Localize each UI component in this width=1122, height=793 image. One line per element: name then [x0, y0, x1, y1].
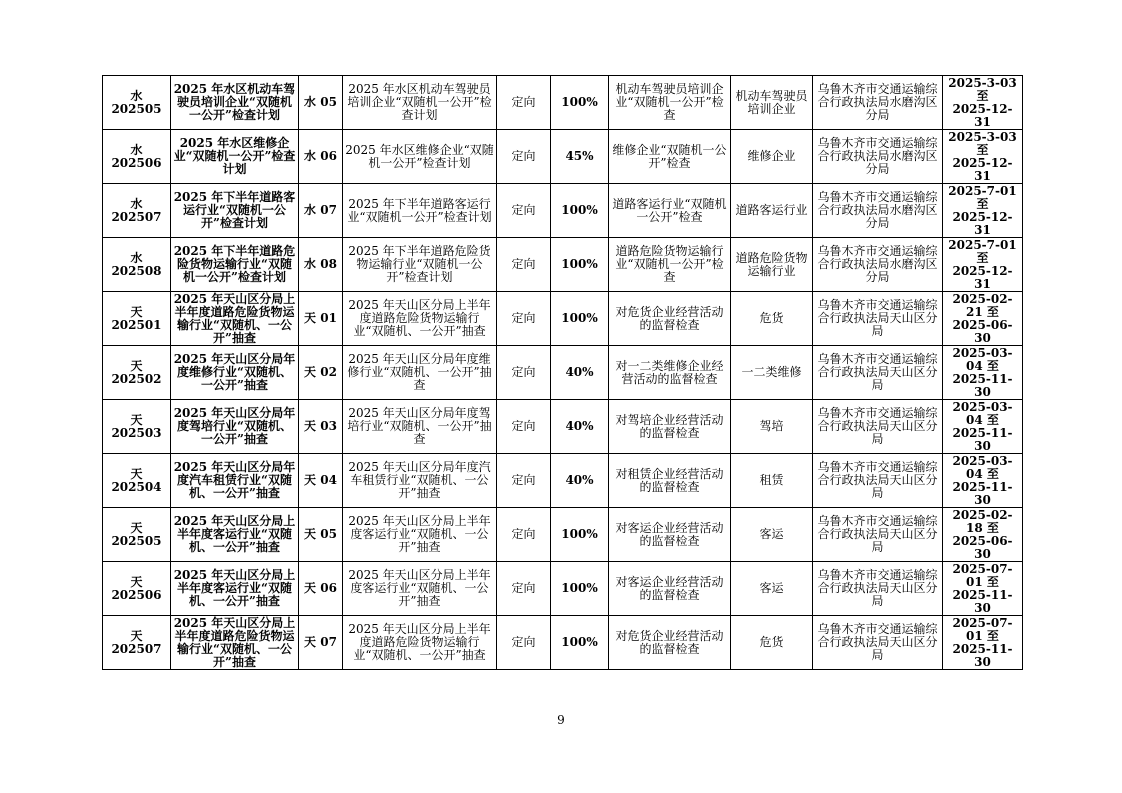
content-cell: 道路危险货物运输行业“双随机一公开”检查 [609, 238, 731, 292]
plan-title-cell: 2025 年水区机动车驾驶员培训企业“双随机一公开”检查计划 [171, 76, 299, 130]
plan-code-cell: 水 202506 [103, 130, 171, 184]
table-row [103, 130, 1023, 184]
plan-code-cell: 天 202505 [103, 508, 171, 562]
target-cell: 危货 [731, 616, 813, 670]
agency-cell: 乌鲁木齐市交通运输综合行政执法局天山区分局 [813, 616, 943, 670]
item-code-cell: 天 06 [299, 562, 343, 616]
inspection-plan-table [102, 75, 1023, 670]
plan-code-cell: 天 202501 [103, 292, 171, 346]
date-to: 2025-11-30 [952, 371, 1013, 399]
ratio-cell: 45% [551, 130, 609, 184]
plan-title-cell: 2025 年天山区分局年度驾培行业“双随机、一公开”抽查 [171, 400, 299, 454]
date-to: 2025-11-30 [952, 479, 1013, 507]
date-range-cell [943, 562, 1023, 616]
target-cell: 机动车驾驶员培训企业 [731, 76, 813, 130]
method-cell: 定向 [497, 238, 551, 292]
target-cell: 一二类维修 [731, 346, 813, 400]
ratio-cell: 100% [551, 616, 609, 670]
target-cell: 危货 [731, 292, 813, 346]
item-desc-cell: 2025 年天山区分局上半年度道路危险货物运输行业“双随机、一公开”抽查 [343, 616, 497, 670]
date-from: 2025-3-03 至 [948, 129, 1017, 157]
table-row [103, 346, 1023, 400]
plan-title-cell: 2025 年天山区分局年度汽车租赁行业“双随机、一公开”抽查 [171, 454, 299, 508]
method-cell: 定向 [497, 562, 551, 616]
item-desc-cell: 2025 年水区机动车驾驶员培训企业“双随机一公开”检查计划 [343, 76, 497, 130]
method-cell: 定向 [497, 184, 551, 238]
item-code-cell: 水 08 [299, 238, 343, 292]
date-range-cell [943, 238, 1023, 292]
ratio-cell: 40% [551, 454, 609, 508]
agency-cell: 乌鲁木齐市交通运输综合行政执法局天山区分局 [813, 292, 943, 346]
item-code-cell: 天 07 [299, 616, 343, 670]
plan-code-cell: 天 202507 [103, 616, 171, 670]
date-range-cell [943, 130, 1023, 184]
agency-cell: 乌鲁木齐市交通运输综合行政执法局天山区分局 [813, 562, 943, 616]
date-from: 2025-3-03 至 [948, 75, 1017, 103]
table-row [103, 400, 1023, 454]
date-from: 2025-07-01 至 [952, 615, 1013, 643]
plan-title-cell: 2025 年水区维修企业“双随机一公开”检查计划 [171, 130, 299, 184]
item-desc-cell: 2025 年天山区分局上半年度客运行业“双随机、一公开”抽查 [343, 508, 497, 562]
agency-cell: 乌鲁木齐市交通运输综合行政执法局天山区分局 [813, 400, 943, 454]
table-row [103, 454, 1023, 508]
target-cell: 维修企业 [731, 130, 813, 184]
date-from: 2025-02-21 至 [952, 291, 1013, 319]
item-code-cell: 天 05 [299, 508, 343, 562]
target-cell: 客运 [731, 508, 813, 562]
plan-code-cell: 天 202503 [103, 400, 171, 454]
content-cell: 机动车驾驶员培训企业“双随机一公开”检查 [609, 76, 731, 130]
target-cell: 道路客运行业 [731, 184, 813, 238]
plan-title-cell: 2025 年下半年道路危险货物运输行业“双随机一公开”检查计划 [171, 238, 299, 292]
ratio-cell: 100% [551, 562, 609, 616]
date-to: 2025-11-30 [952, 587, 1013, 615]
date-from: 2025-03-04 至 [952, 453, 1013, 481]
content-cell: 对租赁企业经营活动的监督检查 [609, 454, 731, 508]
plan-title-cell: 2025 年天山区分局上半年度客运行业“双随机、一公开”抽查 [171, 508, 299, 562]
item-desc-cell: 2025 年天山区分局年度驾培行业“双随机、一公开”抽查 [343, 400, 497, 454]
content-cell: 对客运企业经营活动的监督检查 [609, 562, 731, 616]
item-code-cell: 水 06 [299, 130, 343, 184]
target-cell: 客运 [731, 562, 813, 616]
item-code-cell: 天 04 [299, 454, 343, 508]
content-cell: 对危货企业经营活动的监督检查 [609, 292, 731, 346]
table-body [103, 76, 1023, 670]
date-from: 2025-02-18 至 [952, 507, 1013, 535]
plan-code-cell: 水 202505 [103, 76, 171, 130]
content-cell: 对危货企业经营活动的监督检查 [609, 616, 731, 670]
date-range-cell [943, 454, 1023, 508]
agency-cell: 乌鲁木齐市交通运输综合行政执法局水磨沟区分局 [813, 130, 943, 184]
ratio-cell: 100% [551, 238, 609, 292]
date-to: 2025-06-30 [952, 533, 1013, 561]
item-code-cell: 天 02 [299, 346, 343, 400]
date-to: 2025-11-30 [952, 425, 1013, 453]
date-from: 2025-03-04 至 [952, 345, 1013, 373]
plan-code-cell: 天 202506 [103, 562, 171, 616]
plan-code-cell: 天 202504 [103, 454, 171, 508]
date-range-cell [943, 616, 1023, 670]
content-cell: 对驾培企业经营活动的监督检查 [609, 400, 731, 454]
ratio-cell: 40% [551, 400, 609, 454]
item-code-cell: 天 01 [299, 292, 343, 346]
content-cell: 对一二类维修企业经营活动的监督检查 [609, 346, 731, 400]
plan-title-cell: 2025 年天山区分局上半年度道路危险货物运输行业“双随机、一公开”抽查 [171, 292, 299, 346]
table-row [103, 508, 1023, 562]
agency-cell: 乌鲁木齐市交通运输综合行政执法局天山区分局 [813, 346, 943, 400]
date-from: 2025-7-01 至 [948, 237, 1017, 265]
date-range-cell [943, 184, 1023, 238]
table-row [103, 616, 1023, 670]
ratio-cell: 100% [551, 292, 609, 346]
target-cell: 租赁 [731, 454, 813, 508]
item-code-cell: 水 05 [299, 76, 343, 130]
method-cell: 定向 [497, 508, 551, 562]
item-desc-cell: 2025 年天山区分局上半年度道路危险货物运输行业“双随机、一公开”抽查 [343, 292, 497, 346]
date-from: 2025-03-04 至 [952, 399, 1013, 427]
method-cell: 定向 [497, 346, 551, 400]
plan-code-cell: 天 202502 [103, 346, 171, 400]
item-code-cell: 天 03 [299, 400, 343, 454]
plan-code-cell: 水 202507 [103, 184, 171, 238]
agency-cell: 乌鲁木齐市交通运输综合行政执法局天山区分局 [813, 454, 943, 508]
table-row [103, 238, 1023, 292]
date-range-cell [943, 76, 1023, 130]
method-cell: 定向 [497, 76, 551, 130]
table-row [103, 184, 1023, 238]
date-to: 2025-12-31 [952, 209, 1013, 237]
date-to: 2025-06-30 [952, 317, 1013, 345]
content-cell: 维修企业“双随机一公开”检查 [609, 130, 731, 184]
date-range-cell [943, 346, 1023, 400]
date-to: 2025-12-31 [952, 155, 1013, 183]
item-desc-cell: 2025 年下半年道路客运行业“双随机一公开”检查计划 [343, 184, 497, 238]
agency-cell: 乌鲁木齐市交通运输综合行政执法局水磨沟区分局 [813, 184, 943, 238]
page-number: 9 [557, 713, 565, 727]
content-cell: 对客运企业经营活动的监督检查 [609, 508, 731, 562]
date-from: 2025-7-01 至 [948, 183, 1017, 211]
method-cell: 定向 [497, 454, 551, 508]
target-cell: 驾培 [731, 400, 813, 454]
agency-cell: 乌鲁木齐市交通运输综合行政执法局水磨沟区分局 [813, 238, 943, 292]
plan-title-cell: 2025 年天山区分局上半年度客运行业“双随机、一公开”抽查 [171, 562, 299, 616]
item-desc-cell: 2025 年水区维修企业“双随机一公开”检查计划 [343, 130, 497, 184]
date-to: 2025-11-30 [952, 641, 1013, 669]
item-code-cell: 水 07 [299, 184, 343, 238]
item-desc-cell: 2025 年天山区分局年度维修行业“双随机、一公开”抽查 [343, 346, 497, 400]
item-desc-cell: 2025 年下半年道路危险货物运输行业“双随机一公开”检查计划 [343, 238, 497, 292]
method-cell: 定向 [497, 130, 551, 184]
method-cell: 定向 [497, 400, 551, 454]
date-to: 2025-12-31 [952, 101, 1013, 129]
item-desc-cell: 2025 年天山区分局年度汽车租赁行业“双随机、一公开”抽查 [343, 454, 497, 508]
item-desc-cell: 2025 年天山区分局上半年度客运行业“双随机、一公开”抽查 [343, 562, 497, 616]
date-from: 2025-07-01 至 [952, 561, 1013, 589]
method-cell: 定向 [497, 292, 551, 346]
target-cell: 道路危险货物运输行业 [731, 238, 813, 292]
date-range-cell [943, 508, 1023, 562]
table-row [103, 76, 1023, 130]
ratio-cell: 100% [551, 76, 609, 130]
table-row [103, 562, 1023, 616]
date-range-cell [943, 292, 1023, 346]
plan-title-cell: 2025 年下半年道路客运行业“双随机一公开”检查计划 [171, 184, 299, 238]
agency-cell: 乌鲁木齐市交通运输综合行政执法局水磨沟区分局 [813, 76, 943, 130]
ratio-cell: 40% [551, 346, 609, 400]
content-cell: 道路客运行业“双随机一公开”检查 [609, 184, 731, 238]
plan-title-cell: 2025 年天山区分局年度维修行业“双随机、一公开”抽查 [171, 346, 299, 400]
plan-code-cell: 水 202508 [103, 238, 171, 292]
plan-title-cell: 2025 年天山区分局上半年度道路危险货物运输行业“双随机、一公开”抽查 [171, 616, 299, 670]
ratio-cell: 100% [551, 508, 609, 562]
ratio-cell: 100% [551, 184, 609, 238]
method-cell: 定向 [497, 616, 551, 670]
date-range-cell [943, 400, 1023, 454]
table-row [103, 292, 1023, 346]
date-to: 2025-12-31 [952, 263, 1013, 291]
agency-cell: 乌鲁木齐市交通运输综合行政执法局天山区分局 [813, 508, 943, 562]
